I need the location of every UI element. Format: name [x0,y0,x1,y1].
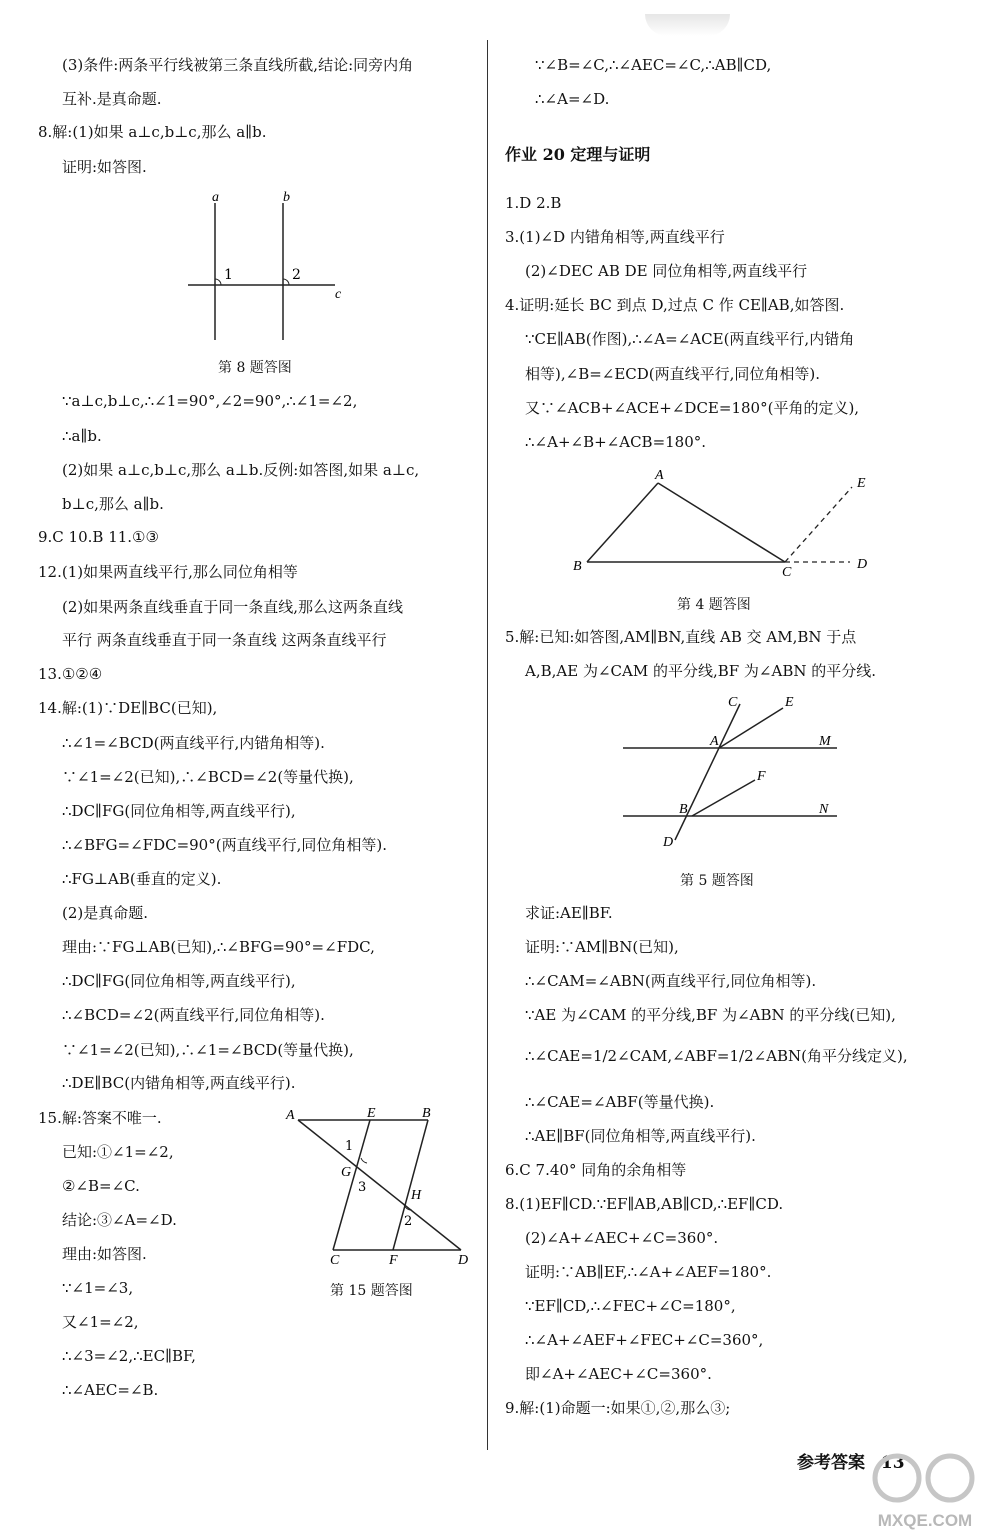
text-line: ∴a∥b. [62,427,102,445]
text-line: ∴∠3=∠2,∴EC∥BF, [62,1347,196,1365]
text-line: 理由:如答图. [62,1245,147,1263]
fig15-label-G: G [341,1165,352,1180]
fig5-label-F: F [757,769,766,784]
fig15-label-B: B [422,1106,431,1121]
fig15-label-A: A [286,1108,295,1123]
text-line: ∴∠CAM=∠ABN(两直线平行,同位角相等). [525,972,817,990]
figure-8 [180,185,350,345]
text-line: ∵CE∥AB(作图),∴∠A=∠ACE(两直线平行,内错角 [525,330,855,348]
column-divider [487,40,488,1450]
text-line: 又∠1=∠2, [62,1313,139,1331]
fig15-label-H: H [411,1188,422,1203]
fig8-label-2: 2 [292,267,301,283]
text-line: ∴AE∥BF(同位角相等,两直线平行). [525,1127,756,1145]
text-line: 9.解:(1)命题一:如果①,②,那么③; [505,1399,731,1417]
text-line: (2)是真命题. [62,904,149,922]
text-line: ∴FG⊥AB(垂直的定义). [62,870,222,888]
text-line: ∴DC∥FG(同位角相等,两直线平行), [62,972,296,990]
fig4-label-A: A [655,468,664,483]
fig15-label-E: E [367,1106,376,1121]
fig8-label-1: 1 [224,267,233,283]
fig8-label-b: b [283,190,290,205]
text-line: 3.(1)∠D 内错角相等,两直线平行 [505,228,725,246]
text-line: 12.(1)如果两直线平行,那么同位角相等 [38,563,298,581]
fig8-label-c: c [335,287,342,302]
text-line: 证明:如答图. [62,158,147,176]
fig4-label-E: E [857,476,866,491]
figure-caption: 第 8 题答图 [218,360,292,376]
text-line: 6.C 7.40° 同角的余角相等 [505,1161,687,1179]
top-decoration [645,14,730,36]
fig5-label-N: N [819,802,829,817]
text-line: (2)∠DEC AB DE 同位角相等,两直线平行 [525,262,808,280]
text-line: ∴∠A+∠B+∠ACB=180°. [525,433,707,451]
fig15-label-1: 1 [345,1139,354,1154]
text-line: ∴∠AEC=∠B. [62,1381,159,1399]
fig15-label-C: C [330,1253,340,1268]
watermark-text: MXQE.COM [877,1511,973,1530]
fig5-label-B: B [679,802,688,817]
text-line: ②∠B=∠C. [62,1177,140,1195]
text-line: ∵∠1=∠2(已知),∴∠1=∠BCD(等量代换), [62,1041,354,1059]
fig5-label-M: M [819,734,831,749]
fig8-label-a: a [212,190,219,205]
text-line: 8.解:(1)如果 a⊥c,b⊥c,那么 a∥b. [38,123,267,141]
text-line: 即∠A+∠AEC+∠C=360°. [525,1365,712,1383]
text-line: 求证:AE∥BF. [525,904,613,922]
text-line: 相等),∠B=∠ECD(两直线平行,同位角相等). [525,365,821,383]
text-line: 结论:③∠A=∠D. [62,1211,177,1229]
text-line: ∴∠BFG=∠FDC=90°(两直线平行,同位角相等). [62,836,387,854]
text-line: 已知:①∠1=∠2, [62,1143,174,1161]
section-heading: 作业 20 定理与证明 [505,145,651,164]
figure-caption: 第 5 题答图 [680,873,754,889]
fig4-label-C: C [782,565,792,580]
text-line: 15.解:答案不唯一. [38,1109,162,1127]
text-line: ∴∠CAE=∠ABF(等量代换). [525,1093,715,1111]
text-line: b⊥c,那么 a∥b. [62,495,164,513]
fig5-label-C: C [728,695,738,710]
text-line: 5.解:已知:如答图,AM∥BN,直线 AB 交 AM,BN 于点 [505,628,857,646]
text-line: 14.解:(1)∵DE∥BC(已知), [38,699,218,717]
figure-15 [283,1100,478,1270]
fig5-label-A: A [710,734,719,749]
fig4-label-B: B [573,559,582,574]
text-line: 互补.是真命题. [62,90,162,108]
text-line: ∵EF∥CD,∴∠FEC+∠C=180°, [525,1297,736,1315]
footer-title: 参考答案 [797,1453,865,1473]
fig15-label-F: F [389,1253,398,1268]
text-line: ∴DC∥FG(同位角相等,两直线平行), [62,802,296,820]
text-line: 平行 两条直线垂直于同一条直线 这两条直线平行 [62,631,387,649]
watermark-logo [855,1448,995,1533]
figure-4 [565,465,885,590]
fig15-label-D: D [458,1253,469,1268]
fig5-label-D: D [663,835,674,850]
text-line: (2)∠A+∠AEC+∠C=360°. [525,1229,719,1247]
text-line: ∵∠B=∠C,∴∠AEC=∠C,∴AB∥CD, [535,56,772,74]
text-line: ∴DE∥BC(内错角相等,两直线平行). [62,1074,296,1092]
text-line: (2)如果两条直线垂直于同一条直线,那么这两条直线 [62,598,404,616]
fig15-label-3: 3 [358,1180,367,1195]
text-line: 13.①②④ [38,665,103,683]
text-line: (3)条件:两条平行线被第三条直线所截,结论:同旁内角 [62,56,414,74]
text-line: ∵AE 为∠CAM 的平分线,BF 为∠ABN 的平分线(已知), [525,1006,896,1024]
fig5-label-E: E [785,695,794,710]
text-line: ∴∠A=∠D. [535,90,610,108]
page-number: 13 [880,1453,905,1473]
text-line: ∴∠A+∠AEF+∠FEC+∠C=360°, [525,1331,764,1349]
text-line: ∴∠BCD=∠2(两直线平行,同位角相等). [62,1006,325,1024]
text-line: 4.证明:延长 BC 到点 D,过点 C 作 CE∥AB,如答图. [505,296,845,314]
fig15-label-2: 2 [404,1214,413,1229]
text-line: 又∵∠ACB+∠ACE+∠DCE=180°(平角的定义), [525,399,860,417]
text-line: A,B,AE 为∠CAM 的平分线,BF 为∠ABN 的平分线. [525,662,876,680]
text-line: 9.C 10.B 11.①③ [38,528,159,546]
figure-caption: 第 4 题答图 [677,597,751,613]
figure-5 [615,690,845,860]
text-line: ∵a⊥c,b⊥c,∴∠1=90°,∠2=90°,∴∠1=∠2, [62,392,358,410]
fig4-label-D: D [857,557,868,572]
text-line: ∴∠CAE=1/2∠CAM,∠ABF=1/2∠ABN(角平分线定义), [525,1047,908,1065]
figure-caption: 第 15 题答图 [330,1283,413,1299]
text-line: 证明:∵AM∥BN(已知), [525,938,679,956]
text-line: 理由:∵FG⊥AB(已知),∴∠BFG=90°=∠FDC, [62,938,375,956]
text-line: ∴∠1=∠BCD(两直线平行,内错角相等). [62,734,325,752]
text-line: 1.D 2.B [505,194,562,212]
text-line: ∵∠1=∠2(已知),∴∠BCD=∠2(等量代换), [62,768,354,786]
text-line: (2)如果 a⊥c,b⊥c,那么 a⊥b.反例:如答图,如果 a⊥c, [62,461,420,479]
text-line: 8.(1)EF∥CD.∵EF∥AB,AB∥CD,∴EF∥CD. [505,1195,784,1213]
text-line: 证明:∵AB∥EF,∴∠A+∠AEF=180°. [525,1263,772,1281]
text-line: ∵∠1=∠3, [62,1279,134,1297]
